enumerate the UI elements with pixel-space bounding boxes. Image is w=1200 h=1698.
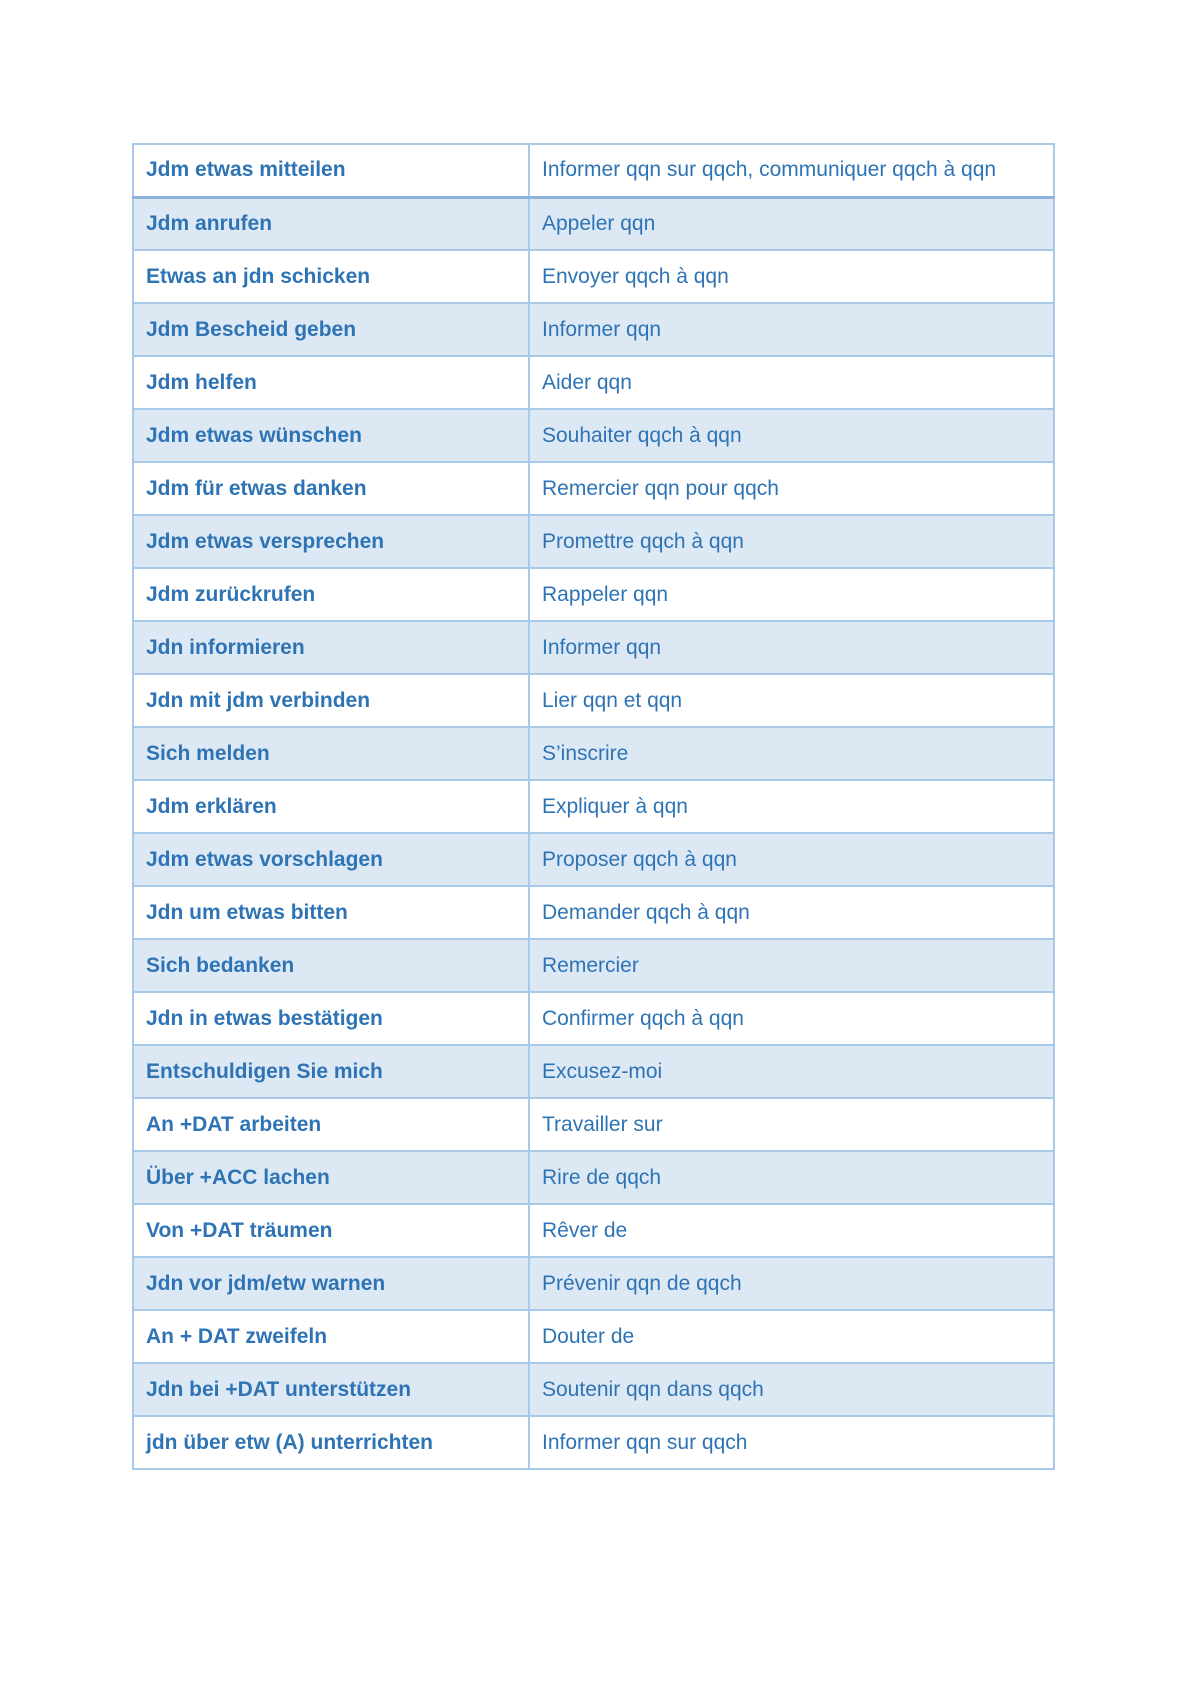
german-phrase-cell: Sich bedanken xyxy=(133,939,529,992)
french-translation-cell: Rappeler qqn xyxy=(529,568,1054,621)
german-phrase-cell: Jdm helfen xyxy=(133,356,529,409)
german-phrase-cell: Jdm etwas vorschlagen xyxy=(133,833,529,886)
german-phrase-cell: Jdm anrufen xyxy=(133,197,529,250)
table-row xyxy=(133,197,1054,250)
german-phrase-cell: Jdn in etwas bestätigen xyxy=(133,992,529,1045)
table-row xyxy=(133,1098,1054,1151)
table-row xyxy=(133,303,1054,356)
german-phrase-cell: Jdm etwas mitteilen xyxy=(133,144,529,197)
table-row xyxy=(133,992,1054,1045)
german-phrase-cell: Etwas an jdn schicken xyxy=(133,250,529,303)
table-row xyxy=(133,780,1054,833)
vocabulary-table xyxy=(132,143,1055,1470)
german-phrase-cell: Jdn vor jdm/etw warnen xyxy=(133,1257,529,1310)
french-translation-cell: Douter de xyxy=(529,1310,1054,1363)
table-row xyxy=(133,1045,1054,1098)
french-translation-cell: Promettre qqch à qqn xyxy=(529,515,1054,568)
german-phrase-cell: An +DAT arbeiten xyxy=(133,1098,529,1151)
table-row xyxy=(133,1310,1054,1363)
table-row xyxy=(133,833,1054,886)
table-row xyxy=(133,356,1054,409)
french-translation-cell: Appeler qqn xyxy=(529,197,1054,250)
french-translation-cell: Confirmer qqch à qqn xyxy=(529,992,1054,1045)
french-translation-cell: Informer qqn sur qqch, communiquer qqch à qqn xyxy=(529,144,1054,197)
french-translation-cell: Rire de qqch xyxy=(529,1151,1054,1204)
table-row xyxy=(133,409,1054,462)
german-phrase-cell: Jdm Bescheid geben xyxy=(133,303,529,356)
french-translation-cell: Informer qqn xyxy=(529,303,1054,356)
french-translation-cell: Soutenir qqn dans qqch xyxy=(529,1363,1054,1416)
table-row xyxy=(133,1416,1054,1469)
german-phrase-cell: Jdm für etwas danken xyxy=(133,462,529,515)
french-translation-cell: Informer qqn xyxy=(529,621,1054,674)
german-phrase-cell: Jdn informieren xyxy=(133,621,529,674)
german-phrase-cell: Jdn um etwas bitten xyxy=(133,886,529,939)
german-phrase-cell: Jdn mit jdm verbinden xyxy=(133,674,529,727)
table-row xyxy=(133,568,1054,621)
table-row xyxy=(133,144,1054,197)
german-phrase-cell: Jdm zurückrufen xyxy=(133,568,529,621)
french-translation-cell: Proposer qqch à qqn xyxy=(529,833,1054,886)
table-row xyxy=(133,1363,1054,1416)
table-row xyxy=(133,886,1054,939)
german-phrase-cell: Jdn bei +DAT unterstützen xyxy=(133,1363,529,1416)
french-translation-cell: Remercier xyxy=(529,939,1054,992)
french-translation-cell: S’inscrire xyxy=(529,727,1054,780)
german-phrase-cell: An + DAT zweifeln xyxy=(133,1310,529,1363)
table-row xyxy=(133,515,1054,568)
french-translation-cell: Souhaiter qqch à qqn xyxy=(529,409,1054,462)
german-phrase-cell: Sich melden xyxy=(133,727,529,780)
german-phrase-cell: Jdm erklären xyxy=(133,780,529,833)
german-phrase-cell: Von +DAT träumen xyxy=(133,1204,529,1257)
vocabulary-table-body xyxy=(133,144,1054,1469)
french-translation-cell: Travailler sur xyxy=(529,1098,1054,1151)
french-translation-cell: Demander qqch à qqn xyxy=(529,886,1054,939)
table-row xyxy=(133,621,1054,674)
french-translation-cell: Expliquer à qqn xyxy=(529,780,1054,833)
french-translation-cell: Excusez-moi xyxy=(529,1045,1054,1098)
french-translation-cell: Rêver de xyxy=(529,1204,1054,1257)
table-row xyxy=(133,250,1054,303)
french-translation-cell: Informer qqn sur qqch xyxy=(529,1416,1054,1469)
table-row xyxy=(133,939,1054,992)
table-row xyxy=(133,1257,1054,1310)
table-row xyxy=(133,727,1054,780)
german-phrase-cell: Entschuldigen Sie mich xyxy=(133,1045,529,1098)
german-phrase-cell: Über +ACC lachen xyxy=(133,1151,529,1204)
french-translation-cell: Aider qqn xyxy=(529,356,1054,409)
french-translation-cell: Remercier qqn pour qqch xyxy=(529,462,1054,515)
french-translation-cell: Lier qqn et qqn xyxy=(529,674,1054,727)
german-phrase-cell: Jdm etwas wünschen xyxy=(133,409,529,462)
table-row xyxy=(133,674,1054,727)
french-translation-cell: Prévenir qqn de qqch xyxy=(529,1257,1054,1310)
german-phrase-cell: jdn über etw (A) unterrichten xyxy=(133,1416,529,1469)
german-phrase-cell: Jdm etwas versprechen xyxy=(133,515,529,568)
table-row xyxy=(133,1204,1054,1257)
table-row xyxy=(133,462,1054,515)
table-row xyxy=(133,1151,1054,1204)
french-translation-cell: Envoyer qqch à qqn xyxy=(529,250,1054,303)
